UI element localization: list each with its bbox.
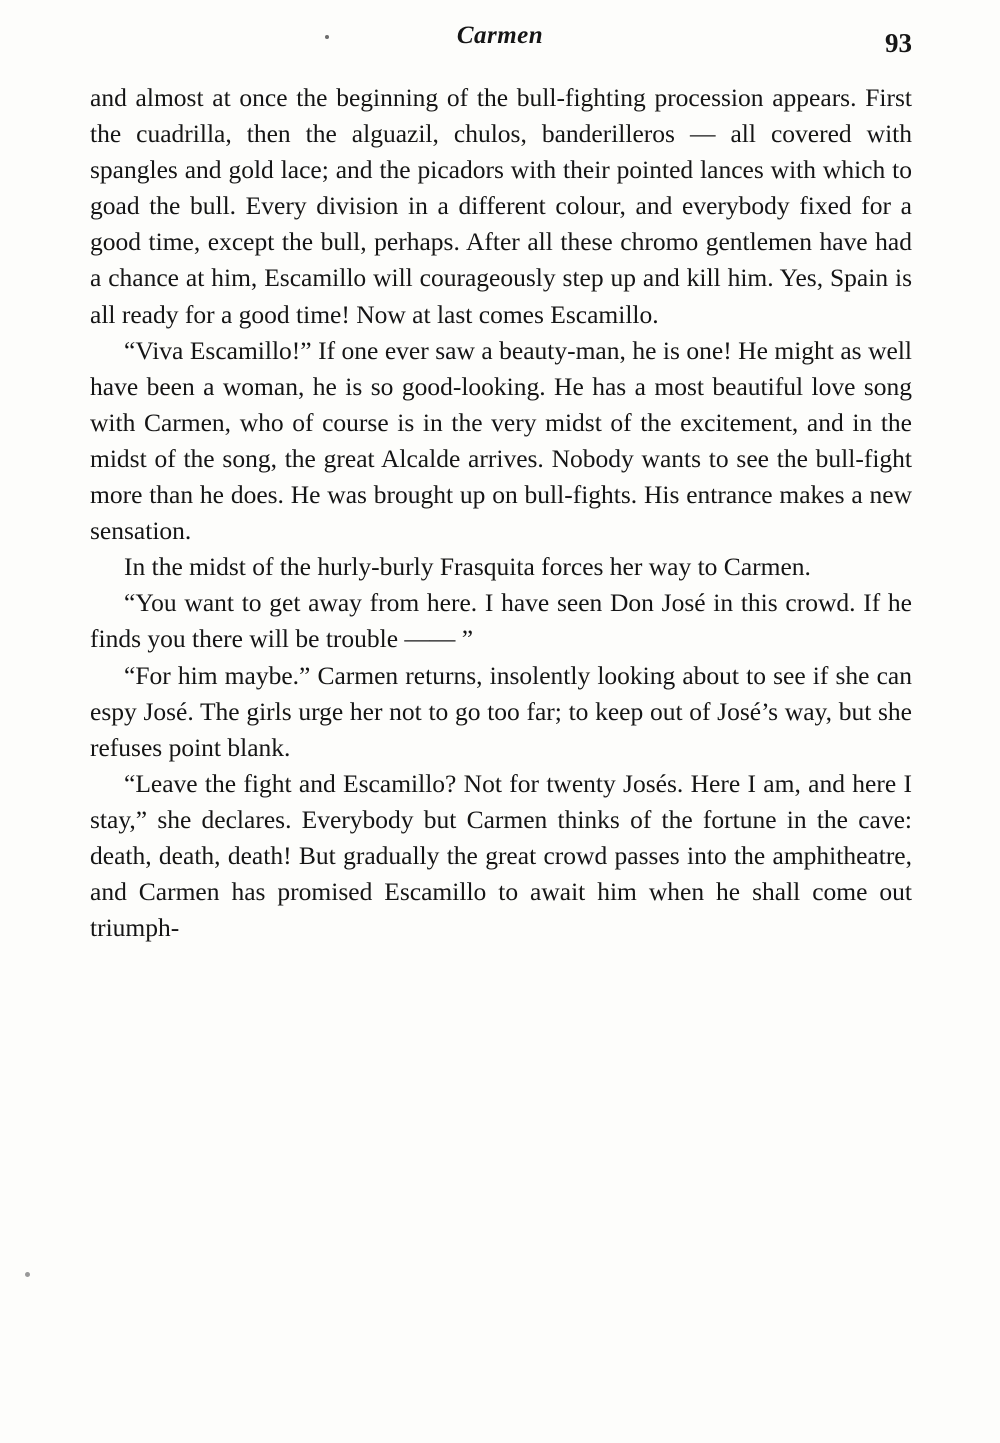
page-number: 93 [885, 28, 912, 58]
paragraph: “For him maybe.” Carmen returns, insolently looking about to see if she can espy José. The girls urge her not to go too far; to keep out of José’s way, but she refuses point blank. [90, 660, 912, 762]
paragraph: “Viva Escamillo!” If one ever saw a beauty-man, he is one! He might as well have been a woman, he is so good-looking. He has a most beautiful love song with Carmen, who of course is in the very midst of the excitement, and in the midst of the song, the great Alcalde arrives. Nobody wants to see the bull-fight more than he does. He was brought up on bull-fights. His entrance makes a new sensation. [90, 335, 912, 546]
page-speck [25, 1272, 30, 1277]
page-header [88, 22, 912, 62]
paragraph: “Leave the fight and Escamillo? Not for twenty Josés. Here I am, and here I stay,” she declares. Everybody but Carmen thinks of the fortune in the cave: death, death, death! But gradually the great crowd passes into the amphitheatre, and Carmen has promised Escamillo to await him when he shall come out triumph- [90, 768, 912, 943]
paragraph: In the midst of the hurly-burly Frasquita forces her way to Carmen. [124, 552, 811, 582]
paragraph: “You want to get away from here. I have seen Don José in this crowd. If he finds you there will be trouble —— ” [90, 588, 912, 654]
running-title: Carmen [456, 22, 544, 49]
body-text [90, 80, 912, 946]
paragraph: and almost at once the beginning of the bull-fighting procession appears. First the cuadrilla, then the alguazil, chulos, banderilleros — all covered with spangles and gold lace; and the picadors with their pointed lances with which to goad the bull. Every division in a different colour, and everybody fixed for a good time, except the bull, perhaps. After all these chromo gentlemen have had a chance at him, Escamillo will courageously step up and kill him. Yes, Spain is all ready for a good time! Now at last comes Escamillo. [90, 83, 912, 329]
